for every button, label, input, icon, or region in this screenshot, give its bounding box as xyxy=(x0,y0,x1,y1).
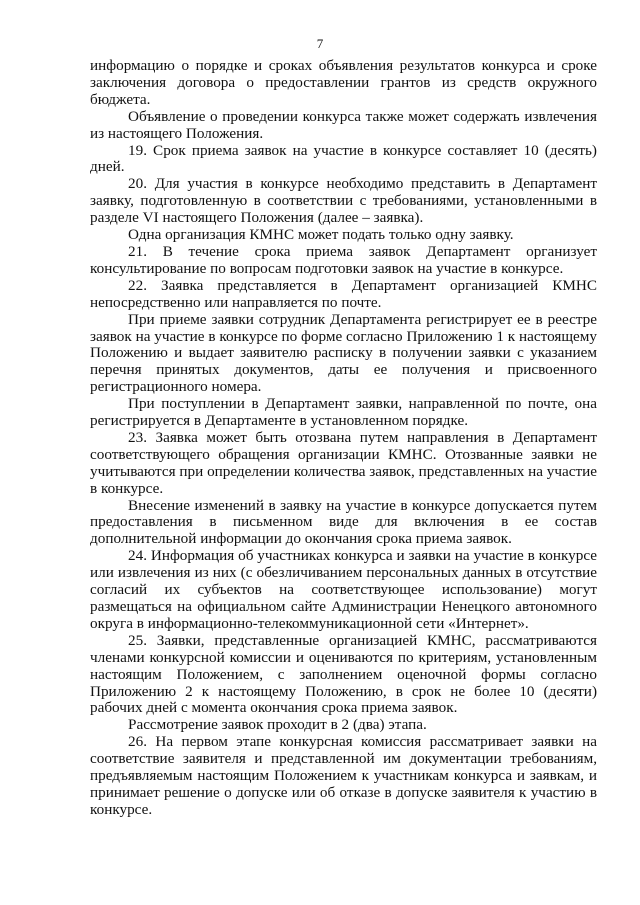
paragraph-11: Внесение изменений в заявку на участие в конкурсе допускается путем предоставления в письменном виде для включения в ее состав дополнительной информации до окончания срока приема заявок. xyxy=(90,496,597,548)
page-number: 7 xyxy=(316,36,324,51)
paragraph-9: При поступлении в Департамент заявки, направленной по почте, она регистрируется в Департаменте в установленном порядке. xyxy=(90,395,597,430)
document-body xyxy=(90,58,597,819)
paragraph-13: 25. Заявки, представленные организацией КМНС, рассматриваются членами конкурсной комиссии и оцениваются по критериям, установленным настоящим Положением, с заполнением оценочной формы согласно Приложению 2 к настоящему Положению, в срок не более 10 (десяти) рабочих дней с момента окончания срока приема заявок. xyxy=(90,631,597,717)
paragraph-14: Рассмотрение заявок проходит в 2 (два) этапа. xyxy=(128,716,427,734)
paragraph-12: 24. Информация об участниках конкурса и заявки на участие в конкурсе или извлечения из них (с обезличиванием персональных данных в отсутствие согласий их субъектов на соответствующее использование) могут размещаться на официальном сайте Администрации Ненецкого автономного округа в информационно-телекоммуникационной сети «Интернет». xyxy=(90,547,597,632)
paragraph-1: информацию о порядке и сроках объявления результатов конкурса и сроке заключения договора о предоставлении грантов из средств окружного бюджета. xyxy=(90,57,597,108)
paragraph-5: Одна организация КМНС может подать только одну заявку. xyxy=(128,226,514,244)
paragraph-6: 21. В течение срока приема заявок Департамент организует консультирование по вопросам подготовки заявок на участие в конкурсе. xyxy=(90,242,597,277)
paragraph-8: При приеме заявки сотрудник Департамента регистрирует ее в реестре заявок на участие в конкурсе по форме согласно Приложению 1 к настоящему Положению и выдает заявителю расписку в получении заявки с указанием перечня принятых документов, даты ее получения и присвоенного регистрационного номера. xyxy=(90,310,597,396)
paragraph-15: 26. На первом этапе конкурсная комиссия рассматривает заявки на соответствие заявителя и представленной им документации требованиям, предъявляемым настоящим Положением к участникам конкурса и заявкам, и принимает решение о допуске или об отказе в допуске заявителя к участию в конкурсе. xyxy=(90,733,597,818)
paragraph-7: 22. Заявка представляется в Департамент организацией КМНС непосредственно или направляется по почте. xyxy=(90,276,597,311)
paragraph-10: 23. Заявка может быть отозвана путем направления в Департамент соответствующего обращения организации КМНС. Отозванные заявки не учитываются при определении количества заявок, представленных на участие в конкурсе. xyxy=(90,428,597,497)
paragraph-2: Объявление о проведении конкурса также может содержать извлечения из настоящего Положения. xyxy=(90,107,597,142)
paragraph-4: 20. Для участия в конкурсе необходимо представить в Департамент заявку, подготовленную в соответствии с требованиями, установленными в разделе VI настоящего Положения (далее – заявка). xyxy=(90,175,597,227)
paragraph-3: 19. Срок приема заявок на участие в конкурсе составляет 10 (десять) дней. xyxy=(90,141,597,176)
